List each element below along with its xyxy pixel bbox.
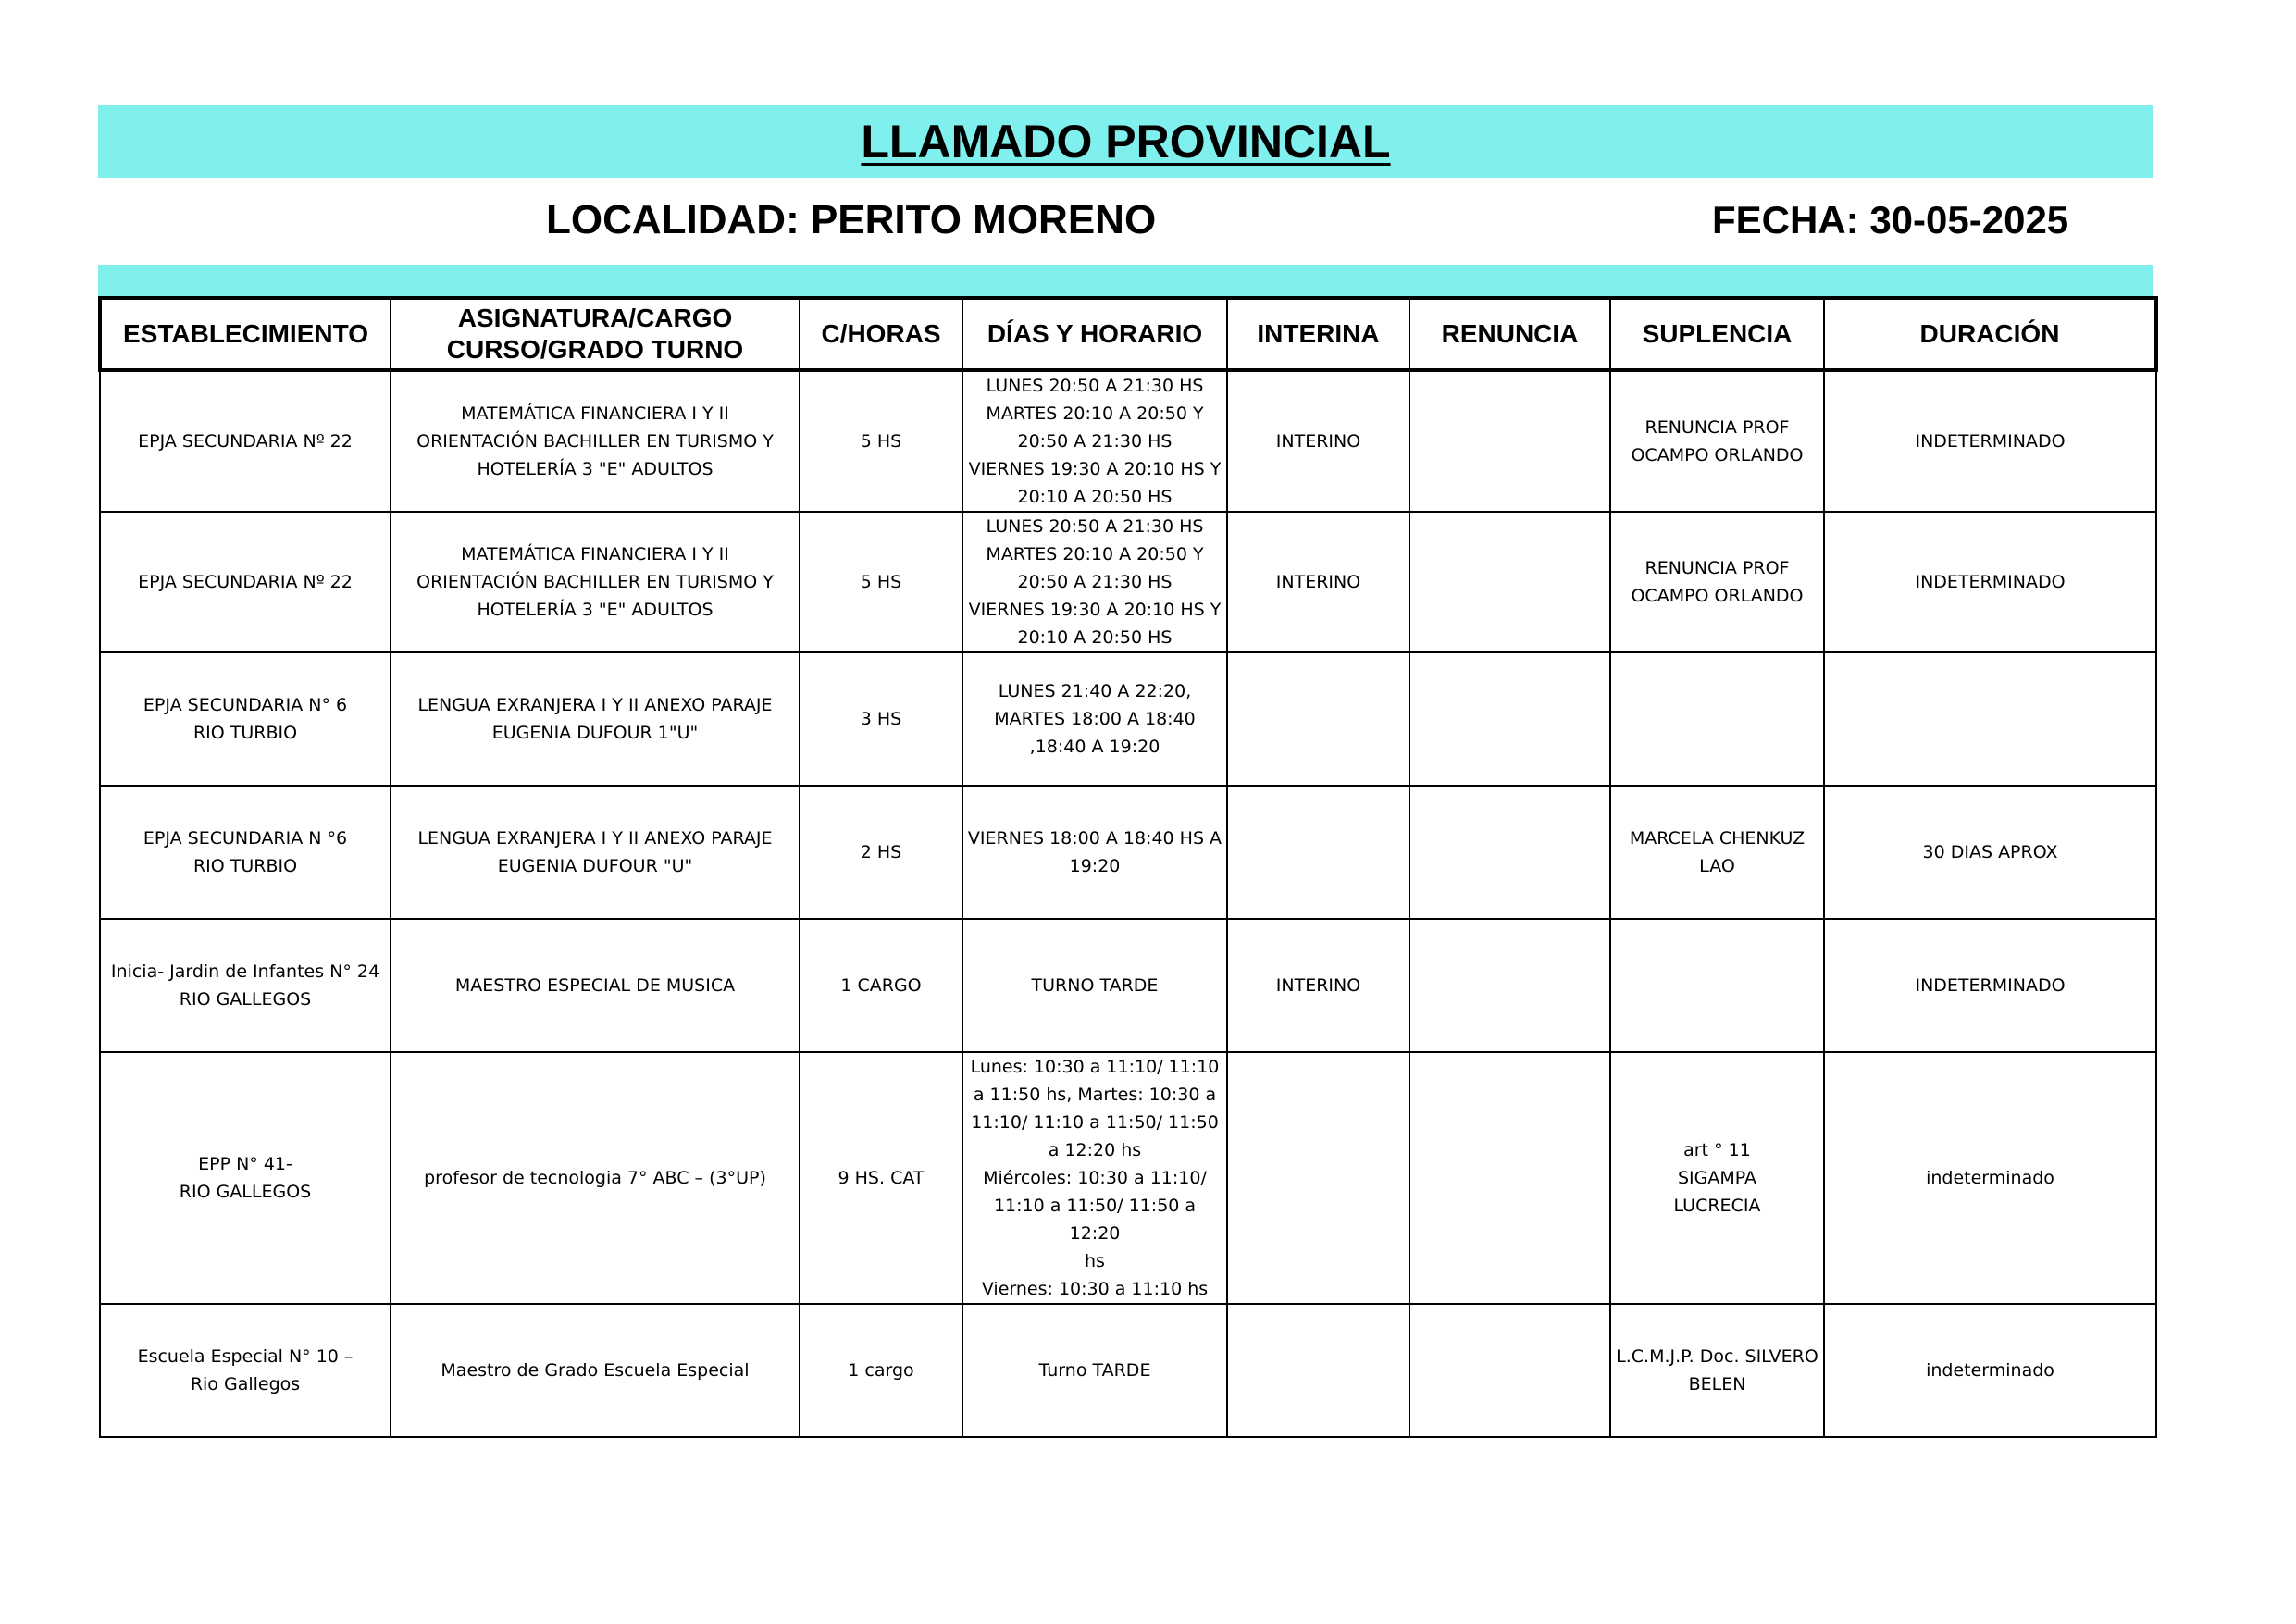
title-bar <box>98 105 2153 178</box>
cell-horas: 2 HS <box>800 786 962 919</box>
cell-asignatura: LENGUA EXRANJERA I Y II ANEXO PARAJE EUGENIA DUFOUR "U" <box>391 786 800 919</box>
cell-suplencia: L.C.M.J.P. Doc. SILVERO BELEN <box>1610 1304 1824 1437</box>
cell-interina: INTERINO <box>1227 512 1409 652</box>
cell-duracion: INDETERMINADO <box>1824 370 2156 512</box>
table-row <box>100 370 2156 512</box>
cell-horas: 5 HS <box>800 512 962 652</box>
table-row <box>100 919 2156 1052</box>
cell-duracion: 30 DIAS APROX <box>1824 786 2156 919</box>
cell-asignatura: MAESTRO ESPECIAL DE MUSICA <box>391 919 800 1052</box>
cell-asignatura: profesor de tecnologia 7° ABC – (3°UP) <box>391 1052 800 1304</box>
col-asignatura-text: ASIGNATURA/CARGO CURSO/GRADO TURNO <box>446 304 744 364</box>
table-row <box>100 786 2156 919</box>
cell-horario: LUNES 21:40 A 22:20, MARTES 18:00 A 18:40 ,18:40 A 19:20 <box>962 652 1227 786</box>
cell-interina <box>1227 652 1409 786</box>
cell-renuncia <box>1409 370 1610 512</box>
col-establecimiento: ESTABLECIMIENTO <box>100 298 391 370</box>
header-band <box>98 265 2153 296</box>
cell-suplencia: RENUNCIA PROF OCAMPO ORLANDO <box>1610 370 1824 512</box>
cell-duracion: INDETERMINADO <box>1824 512 2156 652</box>
cell-duracion: INDETERMINADO <box>1824 919 2156 1052</box>
cell-renuncia <box>1409 1304 1610 1437</box>
cell-horas: 1 CARGO <box>800 919 962 1052</box>
cell-renuncia <box>1409 1052 1610 1304</box>
page-title: LLAMADO PROVINCIAL <box>861 116 1391 167</box>
cell-establecimiento: Inicia- Jardin de Infantes N° 24 RIO GALLEGOS <box>100 919 391 1052</box>
cell-horario: VIERNES 18:00 A 18:40 HS A 19:20 <box>962 786 1227 919</box>
cell-renuncia <box>1409 919 1610 1052</box>
cell-establecimiento: EPJA SECUNDARIA Nº 22 <box>100 370 391 512</box>
cell-horario: Turno TARDE <box>962 1304 1227 1437</box>
table-header-row <box>100 298 2156 370</box>
table-row <box>100 512 2156 652</box>
cell-horas: 9 HS. CAT <box>800 1052 962 1304</box>
table-row <box>100 1052 2156 1304</box>
cell-establecimiento: EPJA SECUNDARIA N° 6 RIO TURBIO <box>100 652 391 786</box>
cell-suplencia: art ° 11 SIGAMPA LUCRECIA <box>1610 1052 1824 1304</box>
cell-duracion: indeterminado <box>1824 1052 2156 1304</box>
table-row <box>100 652 2156 786</box>
cell-horario: Lunes: 10:30 a 11:10/ 11:10 a 11:50 hs, Martes: 10:30 a 11:10/ 11:10 a 11:50/ 11:50 a 12:20 hs Miércoles: 10:30 a 11:10/ 11:10 a 11:50/ 11:50 a 12:20 hs Viernes: 10:30 a 11:10 hs <box>962 1052 1227 1304</box>
cell-suplencia <box>1610 652 1824 786</box>
cell-asignatura: LENGUA EXRANJERA I Y II ANEXO PARAJE EUGENIA DUFOUR 1"U" <box>391 652 800 786</box>
cell-interina <box>1227 1052 1409 1304</box>
cell-interina: INTERINO <box>1227 919 1409 1052</box>
col-renuncia: RENUNCIA <box>1409 298 1610 370</box>
cell-suplencia <box>1610 919 1824 1052</box>
cell-horario: LUNES 20:50 A 21:30 HS MARTES 20:10 A 20:50 Y 20:50 A 21:30 HS VIERNES 19:30 A 20:10 HS Y 20:10 A 20:50 HS <box>962 512 1227 652</box>
cell-renuncia <box>1409 652 1610 786</box>
cell-asignatura: MATEMÁTICA FINANCIERA I Y II ORIENTACIÓN BACHILLER EN TURISMO Y HOTELERÍA 3 "E" ADULTOS <box>391 512 800 652</box>
table-row <box>100 1304 2156 1437</box>
cell-asignatura: MATEMÁTICA FINANCIERA I Y II ORIENTACIÓN BACHILLER EN TURISMO Y HOTELERÍA 3 "E" ADULTOS <box>391 370 800 512</box>
cell-interina <box>1227 786 1409 919</box>
cell-establecimiento: Escuela Especial N° 10 – Rio Gallegos <box>100 1304 391 1437</box>
col-horas: C/HORAS <box>800 298 962 370</box>
cell-establecimiento: EPP N° 41- RIO GALLEGOS <box>100 1052 391 1304</box>
cell-renuncia <box>1409 786 1610 919</box>
cell-establecimiento: EPJA SECUNDARIA Nº 22 <box>100 512 391 652</box>
cell-duracion: indeterminado <box>1824 1304 2156 1437</box>
col-duracion: DURACIÓN <box>1824 298 2156 370</box>
cell-horas: 5 HS <box>800 370 962 512</box>
col-asignatura <box>391 298 800 370</box>
col-suplencia: SUPLENCIA <box>1610 298 1824 370</box>
cell-suplencia: MARCELA CHENKUZ LAO <box>1610 786 1824 919</box>
col-interina: INTERINA <box>1227 298 1409 370</box>
cell-interina <box>1227 1304 1409 1437</box>
cell-establecimiento: EPJA SECUNDARIA N °6 RIO TURBIO <box>100 786 391 919</box>
cell-interina: INTERINO <box>1227 370 1409 512</box>
fecha-label: FECHA: 30-05-2025 <box>1712 198 2069 242</box>
cell-duracion <box>1824 652 2156 786</box>
cell-suplencia: RENUNCIA PROF OCAMPO ORLANDO <box>1610 512 1824 652</box>
cell-horario: LUNES 20:50 A 21:30 HS MARTES 20:10 A 20:50 Y 20:50 A 21:30 HS VIERNES 19:30 A 20:10 HS Y 20:10 A 20:50 HS <box>962 370 1227 512</box>
cell-horas: 1 cargo <box>800 1304 962 1437</box>
cell-asignatura: Maestro de Grado Escuela Especial <box>391 1304 800 1437</box>
cell-horas: 3 HS <box>800 652 962 786</box>
col-horario: DÍAS Y HORARIO <box>962 298 1227 370</box>
cell-renuncia <box>1409 512 1610 652</box>
localidad-label: LOCALIDAD: PERITO MORENO <box>546 197 1157 242</box>
cell-horario: TURNO TARDE <box>962 919 1227 1052</box>
vacancies-table <box>98 296 2158 1438</box>
